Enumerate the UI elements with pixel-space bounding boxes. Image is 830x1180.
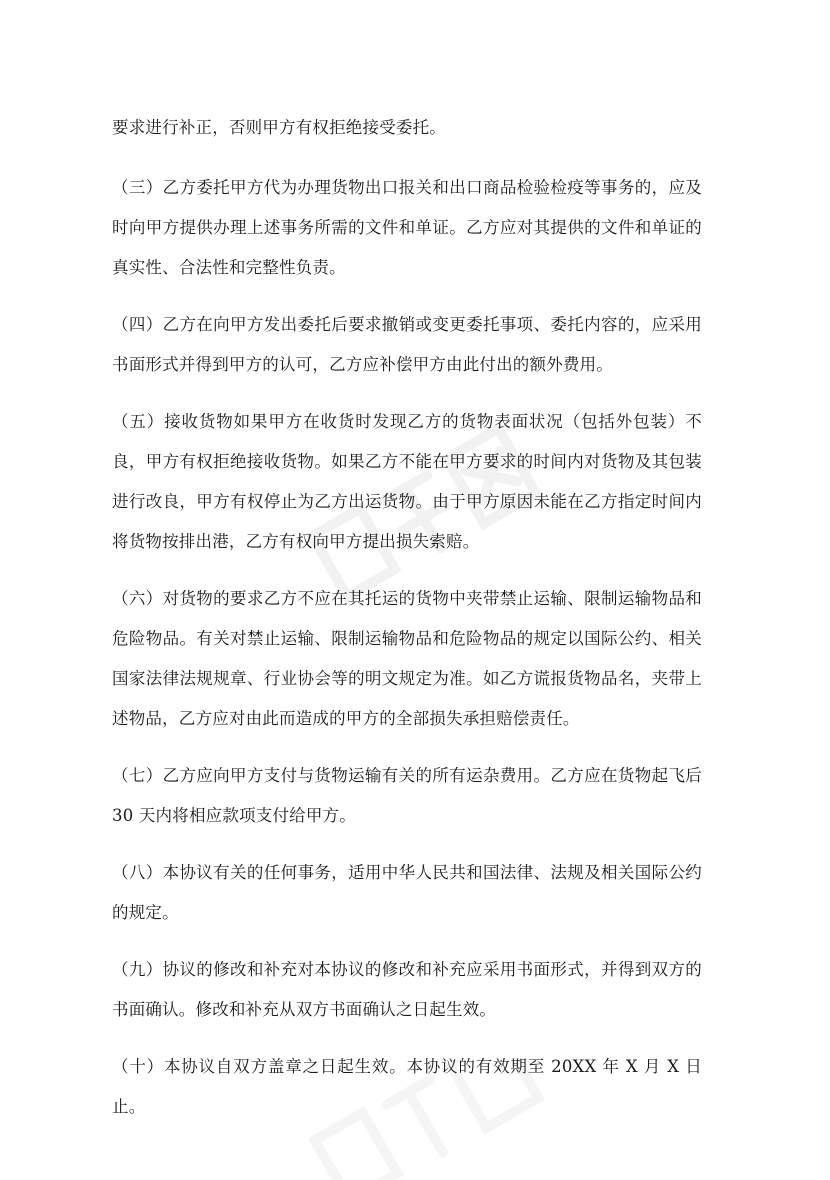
paragraph-clause-6: （六）对货物的要求乙方不应在其托运的货物中夹带禁止运输、限制运输物品和危险物品。有关对禁止运输、限制运输物品和危险物品的规定以国际公约、相关国家法律法规规章、行业协会等的明文规定为准。如乙方谎报货物品名，夹带上述物品，乙方应对由此而造成的甲方的全部损失承担赔偿责任。 xyxy=(112,589,702,728)
paragraph-clause-7: （七）乙方应向甲方支付与货物运输有关的所有运杂费用。乙方应在货物起飞后 30 天内将相应款项支付给甲方。 xyxy=(112,766,702,825)
paragraph-clause-4: （四）乙方在向甲方发出委托后要求撤销或变更委托事项、委托内容的，应采用书面形式并得到甲方的认可，乙方应补偿甲方由此付出的额外费用。 xyxy=(112,315,702,374)
paragraph-clause-3: （三）乙方委托甲方代为办理货物出口报关和出口商品检验检疫等事务的，应及时向甲方提供办理上述事务所需的文件和单证。乙方应对其提供的文件和单证的真实性、合法性和完整性负责。 xyxy=(112,178,702,277)
paragraph-clause-10: （十）本协议自双方盖章之日起生效。本协议的有效期至 20XX 年 X 月 X 日止。 xyxy=(112,1057,702,1116)
paragraph-clause-5: （五）接收货物如果甲方在收货时发现乙方的货物表面状况（包括外包装）不良，甲方有权拒绝接收货物。如果乙方不能在甲方要求的时间内对货物及其包装进行改良，甲方有权停止为乙方出运货物。由于甲方原因未能在乙方指定时间内将货物按排出港，乙方有权向甲方提出损失索赔。 xyxy=(112,412,702,551)
paragraph-continuation: 要求进行补正，否则甲方有权拒绝接受委托。 xyxy=(112,118,446,137)
paragraph-clause-9: （九）协议的修改和补充对本协议的修改和补充应采用书面形式，并得到双方的书面确认。修改和补充从双方书面确认之日起生效。 xyxy=(112,960,702,1019)
document-body xyxy=(112,108,702,1144)
paragraph-clause-8: （八）本协议有关的任何事务，适用中华人民共和国法律、法规及相关国际公约的规定。 xyxy=(112,863,702,922)
